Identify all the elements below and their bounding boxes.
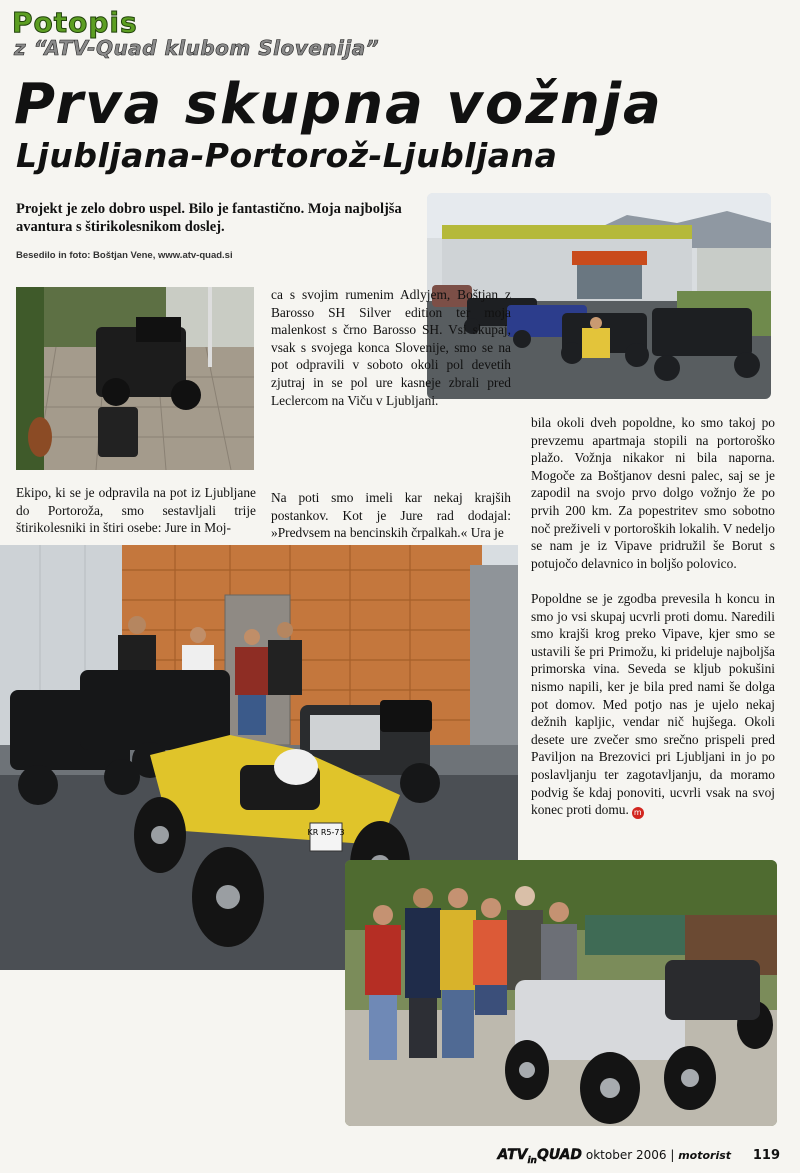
article-paragraph-middle-2: Na poti smo imeli kar nekaj krajših postankov. Kot je Jure rad dodajal: »Predvsem na bencinskih črpalkah.« Ura je bbox=[271, 490, 511, 541]
article-end-mark: m bbox=[632, 807, 644, 819]
photo-quads-courtyard bbox=[16, 287, 254, 470]
footer-magazine: motorist bbox=[678, 1149, 732, 1162]
article-paragraph-left: Ekipo, ki se je odpravila na pot iz Ljubljane do Portoroža, smo sestavljali trije štirikolesniki in štiri osebe: Jure in Moj- bbox=[16, 485, 256, 536]
article-paragraph-right-1: bila okoli dveh popoldne, ko smo takoj po prevzemu apartmaja stopili na portoroško plažo. Vožnja nikakor ni bila naporna. Mogoče za Boštjanov desni palec, saj se je zapodil na svojo prvo dolgo vožnjo že po prvih 200 km. Za popestritev smo sobotno noč preživeli v portoroških lokalih. V nedeljo se nam je iz Vipave pridružil še Borut s potujočo delavnico in boljšo polovico. bbox=[531, 415, 775, 571]
footer-issue: oktober 2006 | bbox=[585, 1148, 675, 1162]
author-credit: Besedilo in foto: Boštjan Vene, www.atv-quad.si bbox=[16, 250, 233, 261]
footer-brand-in: in bbox=[527, 1155, 537, 1166]
article-paragraph-middle-1: ca s svojim rumenim Adlyjem, Boštjan z Barosso SH Silver edition ter moja malenkost s črno Barosso SH. Vsi skupaj, vsak s svojega konca Slovenije, smo se na pot odpravili v soboto okoli pol devetih zjutraj in se pol ure kasneje zbrali pred Leclercom na Viču v Ljubljani. bbox=[271, 287, 511, 408]
article-subtitle: Ljubljana-Portorož-Ljubljana bbox=[16, 136, 558, 175]
page-footer bbox=[498, 1147, 780, 1166]
license-plate-text: KR R5-73 bbox=[307, 828, 345, 837]
footer-brand-atv: ATV bbox=[497, 1147, 528, 1163]
kicker-title: Potopis bbox=[12, 6, 138, 39]
kicker-subtitle: z “ATV-Quad klubom Slovenija” bbox=[14, 36, 380, 60]
lead-paragraph: Projekt je zelo dobro uspel. Bilo je fantastično. Moja najboljša avantura s štirikolesnikom doslej. bbox=[16, 201, 402, 235]
photo-group-portrait bbox=[345, 860, 777, 1126]
footer-brand-quad: QUAD bbox=[536, 1147, 583, 1163]
footer-brand bbox=[497, 1147, 583, 1166]
article-paragraph-right-2 bbox=[531, 590, 775, 819]
article-paragraph-right-2-text: Popoldne se je zgodba prevesila h koncu in smo jo vsi skupaj ucvrli proti domu. Naredili smo krajši krog preko Vipave, kjer smo se ustavili še pri Primožu, ki prideluje najboljša primorska vina. Seveda se kljub pokušini nismo napili, ker je bila pred nami še dolga pot domov. Med potjo nas je ujelo nekaj dežnih kapljic, vendar nič hujšega. Okoli desete ure zvečer smo srečno prispeli pred Paviljon na Brezovici pri Ljubljani in jo po poslavljanju ter zagotavljanju, da moramo podvig še kdaj ponoviti, ucvrli vsak na svoj konec proti domu. bbox=[531, 591, 775, 818]
article-title: Prva skupna vožnja bbox=[14, 72, 663, 137]
page-number: 119 bbox=[752, 1148, 780, 1163]
